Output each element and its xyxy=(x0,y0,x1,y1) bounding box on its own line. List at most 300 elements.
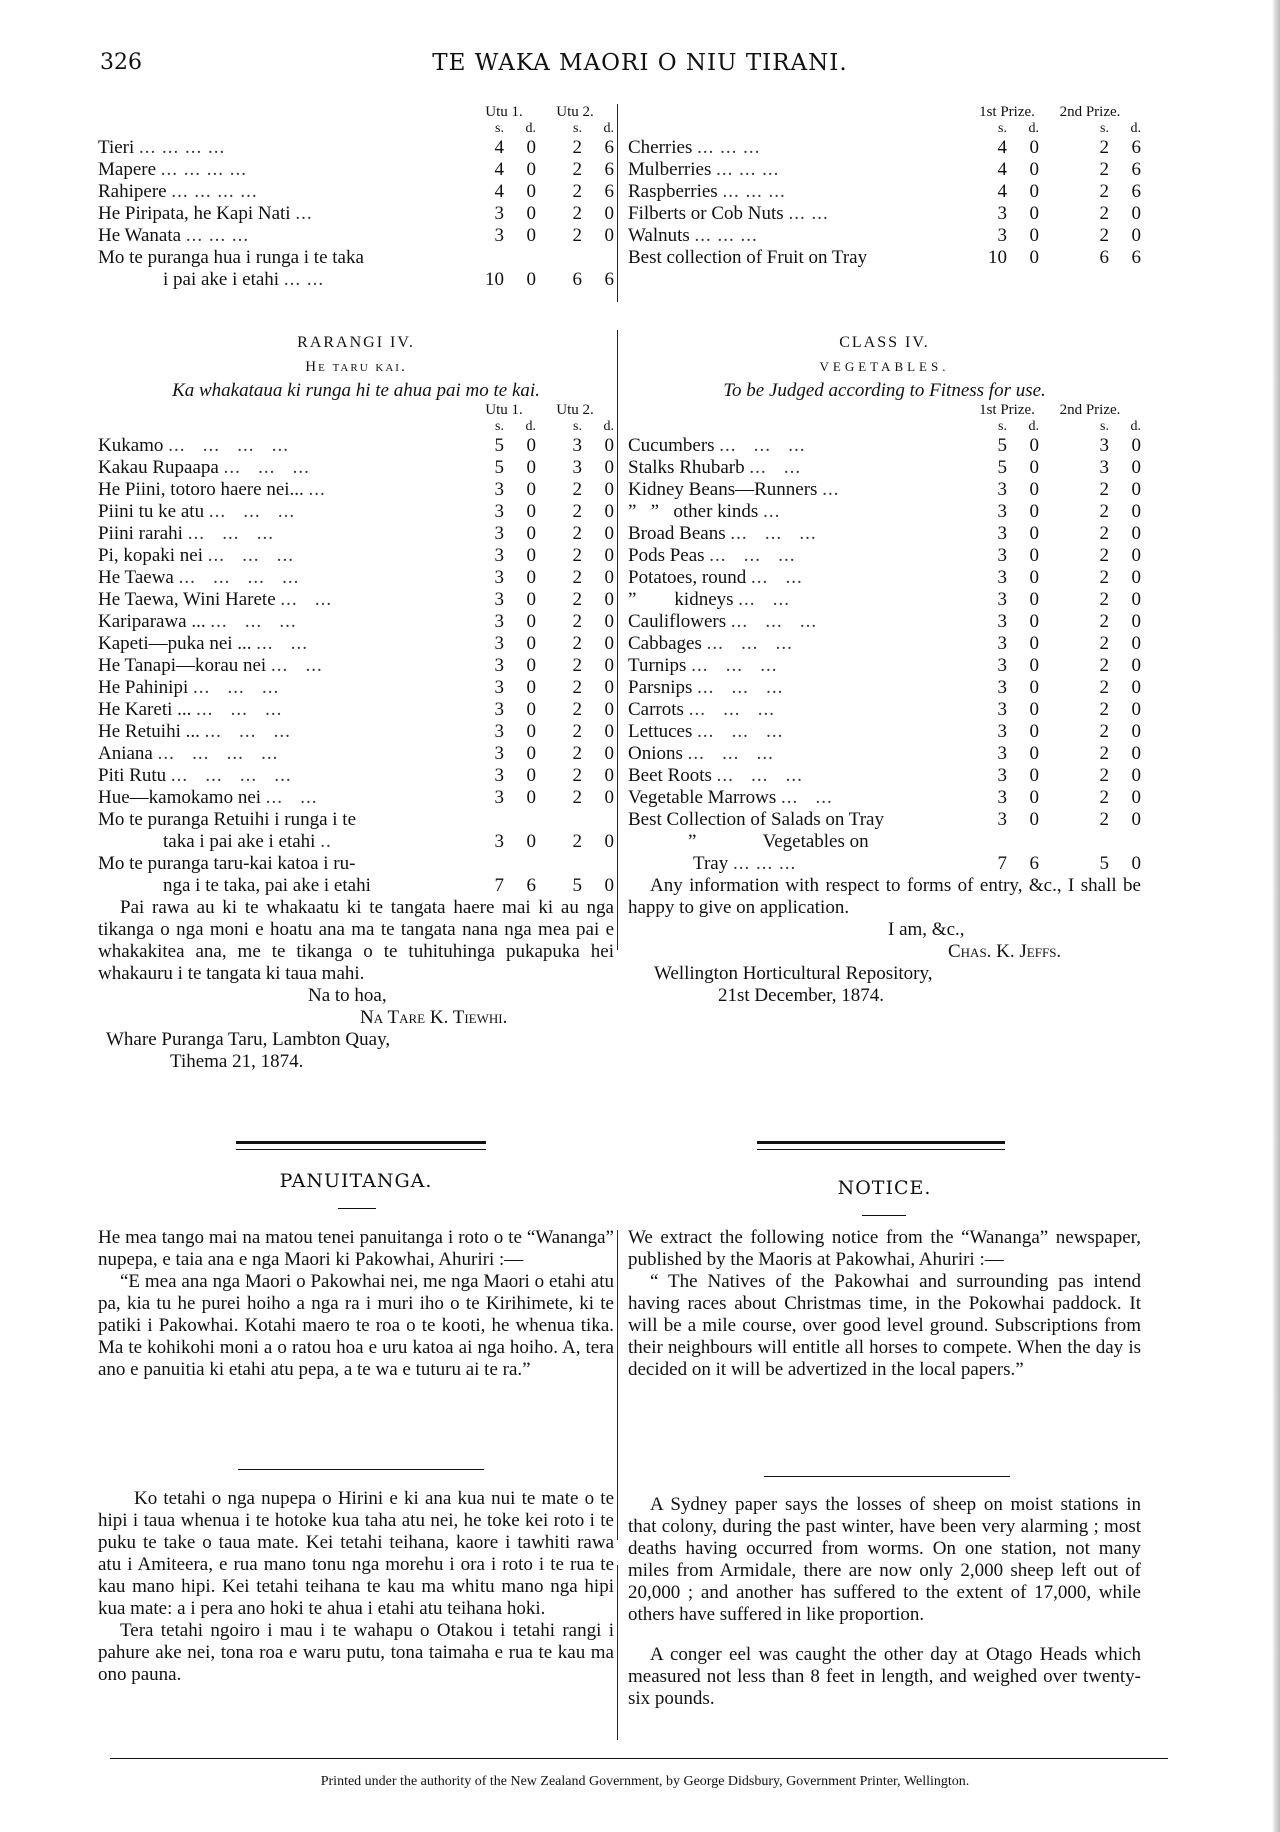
price: 0 xyxy=(526,567,536,588)
item-name: Mulberries xyxy=(628,159,712,180)
table-row xyxy=(628,479,1141,501)
price: 0 xyxy=(604,831,614,852)
article-paragraph: “E mea ana nga Maori o Pakowhai nei, me nga Maori o etahi atu pa, kia tu he purei hoiho a nga ra i muri iho o te Kirihimete, ki te patiki i Pakowhai. Kotahi maero te roa o te kooti, he whenua tika. Ma te kohikohi moni a o ratou hoa e uru katoa ai nga hoiho. A, tera ano e panuitia ki etahi atu pepa, a te wa e tuturu ai te ra.” xyxy=(98,1271,614,1380)
price: 2 xyxy=(572,137,582,158)
leader-dots: ... xyxy=(822,479,840,500)
table-row xyxy=(98,831,614,853)
price: 4 xyxy=(494,159,504,180)
item-name: Hue—kamokamo nei xyxy=(98,787,262,808)
price: 3 xyxy=(494,589,504,610)
price: 6 xyxy=(604,181,614,202)
price: 3 xyxy=(494,633,504,654)
price: 2 xyxy=(572,159,582,180)
price: 0 xyxy=(604,743,614,764)
price: 0 xyxy=(1131,699,1141,720)
item-name: He Piini, totoro haere nei... xyxy=(98,479,304,500)
price: 0 xyxy=(526,699,536,720)
price: 2 xyxy=(1099,203,1109,224)
price: 0 xyxy=(1029,457,1039,478)
col-head-1st-prize: 1st Prize. xyxy=(979,104,1035,120)
table-row xyxy=(628,765,1141,787)
price: 0 xyxy=(1029,203,1039,224)
price: 3 xyxy=(494,655,504,676)
price: 0 xyxy=(604,203,614,224)
item-name: He Pahinipi xyxy=(98,677,189,698)
price: 3 xyxy=(494,743,504,764)
price: 2 xyxy=(572,677,582,698)
page-number: 326 xyxy=(100,50,142,75)
table-row xyxy=(628,809,1141,831)
table-row xyxy=(628,203,1141,225)
leader-dots: ... ... ... xyxy=(697,137,761,158)
price: 2 xyxy=(572,765,582,786)
price: 4 xyxy=(494,137,504,158)
item-name: Best collection of Fruit on Tray xyxy=(628,247,868,268)
price: 6 xyxy=(572,269,582,290)
page-edge-shadow xyxy=(1272,0,1280,1832)
table-row xyxy=(628,159,1141,181)
table-row xyxy=(98,743,614,765)
price: 0 xyxy=(1131,457,1141,478)
unit-label: d. xyxy=(525,121,536,136)
price: 4 xyxy=(494,181,504,202)
price: 2 xyxy=(572,611,582,632)
panuitanga-article xyxy=(98,1227,614,1381)
table-row xyxy=(628,435,1141,457)
col-head-utu1: Utu 1. xyxy=(485,402,523,418)
table-row xyxy=(98,523,614,545)
price: 2 xyxy=(1099,159,1109,180)
leader-dots: ... ... xyxy=(788,203,829,224)
price: 6 xyxy=(526,875,536,896)
item-name: ” kidneys xyxy=(628,589,734,610)
price: 0 xyxy=(1029,479,1039,500)
short-rule xyxy=(338,1208,376,1209)
table-row xyxy=(98,655,614,677)
table-row xyxy=(628,589,1141,611)
unit-label: d. xyxy=(1028,419,1039,434)
price: 0 xyxy=(1029,523,1039,544)
price: 2 xyxy=(572,787,582,808)
price: 0 xyxy=(526,479,536,500)
table-row xyxy=(98,633,614,655)
price: 0 xyxy=(1029,809,1039,830)
leader-dots: ... xyxy=(763,501,781,522)
price: 0 xyxy=(526,523,536,544)
table-row xyxy=(628,853,1141,875)
price: 0 xyxy=(604,875,614,896)
item-name: He Taewa, Wini Harete xyxy=(98,589,276,610)
english-fruit-prize-table xyxy=(628,104,1141,269)
table-row xyxy=(98,765,614,787)
body-paragraph: Pai rawa au ki te whakaatu ki te tangata haere mai ki au nga tikanga o nga moni e hoatu ana ma te tangata nana nga mea pai e whakakitea ana, me te tikanga o te tuhituhinga pukapuka hei whakauru i te tangata ki taua mahi. xyxy=(98,897,614,984)
price: 10 xyxy=(988,247,1007,268)
table-row xyxy=(628,545,1141,567)
short-rule xyxy=(862,1215,906,1216)
price: 6 xyxy=(1131,137,1141,158)
price: 3 xyxy=(997,699,1007,720)
unit-label: d. xyxy=(1130,419,1141,434)
price: 3 xyxy=(494,203,504,224)
price: 0 xyxy=(526,743,536,764)
table-row xyxy=(628,501,1141,523)
price: 0 xyxy=(1029,137,1039,158)
item-name: Stalks Rhubarb xyxy=(628,457,745,478)
leader-dots: ... ... xyxy=(781,787,833,808)
leader-dots: ... ... ... xyxy=(187,523,274,544)
leader-dots: ... ... ... xyxy=(697,677,784,698)
price: 0 xyxy=(604,479,614,500)
table-row xyxy=(98,181,614,203)
closing: I am, &c., xyxy=(888,919,965,940)
price: 2 xyxy=(1099,589,1109,610)
section-subtitle: VEGETABLES. xyxy=(819,359,950,374)
item-name: Cucumbers xyxy=(628,435,715,456)
price: 0 xyxy=(1029,545,1039,566)
table-row xyxy=(628,137,1141,159)
price: 0 xyxy=(1131,611,1141,632)
price: 10 xyxy=(485,269,504,290)
price: 0 xyxy=(1029,699,1039,720)
col-head-utu1: Utu 1. xyxy=(485,104,523,120)
item-name: Vegetable Marrows xyxy=(628,787,777,808)
price: 3 xyxy=(997,633,1007,654)
section-title: CLASS IV. xyxy=(839,334,930,351)
item-name: Cauliflowers xyxy=(628,611,727,632)
item-name: Mapere xyxy=(98,159,157,180)
table-row xyxy=(628,633,1141,655)
body-paragraph: Any information with respect to forms of entry, &c., I shall be happy to give on application. xyxy=(628,875,1141,918)
item-name: Cherries xyxy=(628,137,693,158)
price: 0 xyxy=(526,435,536,456)
price: 3 xyxy=(997,523,1007,544)
unit-label: d. xyxy=(603,121,614,136)
price: 0 xyxy=(604,655,614,676)
price: 0 xyxy=(526,677,536,698)
item-name: Best Collection of Salads on Tray xyxy=(628,809,884,830)
price: 2 xyxy=(572,523,582,544)
price: 5 xyxy=(997,457,1007,478)
table-row xyxy=(98,479,614,501)
table-row xyxy=(628,181,1141,203)
price: 2 xyxy=(1099,699,1109,720)
table-row: Mo te puranga taru-kai katoa i ru- xyxy=(98,853,356,874)
item-name: He Tanapi—korau nei xyxy=(98,655,267,676)
table-row xyxy=(98,677,614,699)
item-name: Kukamo xyxy=(98,435,164,456)
leader-dots: ... ... ... xyxy=(691,655,778,676)
item-name: i pai ake i etahi xyxy=(163,269,280,290)
price: 2 xyxy=(572,225,582,246)
price: 0 xyxy=(526,159,536,180)
price: 3 xyxy=(997,479,1007,500)
price: 3 xyxy=(997,589,1007,610)
price: 3 xyxy=(494,765,504,786)
article-paragraph: We extract the following notice from the “Wananga” newspaper, published by the Maoris at Pakowhai, Ahuriri :— xyxy=(628,1227,1141,1270)
leader-dots: ... ... ... xyxy=(223,457,310,478)
price: 3 xyxy=(494,501,504,522)
price: 5 xyxy=(997,435,1007,456)
price: 0 xyxy=(604,225,614,246)
price: 4 xyxy=(997,159,1007,180)
price: 3 xyxy=(494,721,504,742)
leader-dots: ... ... ... ... xyxy=(170,765,292,786)
leader-dots: ... ... ... ... xyxy=(178,567,300,588)
price: 0 xyxy=(1029,225,1039,246)
leader-dots: ... ... ... xyxy=(208,501,296,522)
leader-dots: ... ... ... xyxy=(719,435,806,456)
address: Wellington Horticultural Repository, xyxy=(654,963,933,984)
leader-dots: ... ... ... xyxy=(730,523,817,544)
price: 0 xyxy=(526,831,536,852)
unit-label: s. xyxy=(998,121,1007,136)
price: 3 xyxy=(997,225,1007,246)
price: 2 xyxy=(1099,611,1109,632)
price: 0 xyxy=(1131,787,1141,808)
price: 0 xyxy=(604,677,614,698)
leader-dots: ... ... xyxy=(749,457,802,478)
price: 3 xyxy=(997,743,1007,764)
leader-dots: ... ... xyxy=(750,567,803,588)
col-head-utu2: Utu 2. xyxy=(556,402,594,418)
panuitanga-heading: PANUITANGA. xyxy=(279,1170,433,1192)
closing: Na to hoa, xyxy=(308,985,387,1006)
item-name: Beet Roots xyxy=(628,765,712,786)
item-name: Pods Peas xyxy=(628,545,705,566)
item-name: Filberts or Cob Nuts xyxy=(628,203,784,224)
leader-dots: ... xyxy=(308,479,326,500)
leader-dots: ... xyxy=(295,203,313,224)
unit-label: d. xyxy=(603,419,614,434)
price: 0 xyxy=(1131,589,1141,610)
unit-label: s. xyxy=(495,121,504,136)
price: 3 xyxy=(997,567,1007,588)
item-name: He Taewa xyxy=(98,567,174,588)
price: 2 xyxy=(1099,501,1109,522)
price: 0 xyxy=(604,523,614,544)
price: 0 xyxy=(1029,247,1039,268)
leader-dots: ... ... ... xyxy=(697,721,784,742)
price: 0 xyxy=(526,225,536,246)
price: 0 xyxy=(604,501,614,522)
price: 5 xyxy=(1099,853,1109,874)
table-row xyxy=(98,611,614,633)
item-name: Cabbages xyxy=(628,633,702,654)
table-row xyxy=(628,225,1141,247)
item-name: Aniana xyxy=(98,743,153,764)
price: 2 xyxy=(572,699,582,720)
price: 0 xyxy=(1131,523,1141,544)
leader-dots: ... ... ... ... xyxy=(157,743,279,764)
price: 0 xyxy=(1131,479,1141,500)
price: 5 xyxy=(494,435,504,456)
leader-dots: ... ... ... xyxy=(207,545,295,566)
table-row xyxy=(98,545,614,567)
price: 5 xyxy=(494,457,504,478)
maori-fruit-prize-table xyxy=(98,104,614,291)
news-paragraph: A Sydney paper says the losses of sheep on moist stations in that colony, during the past winter, have been very alarming ; most deaths having occurred from worms. On one station, not many miles from Armidale, there are now only 2,000 sheep left out of 20,000 ; and another has suffered to the extent of 17,000, while others have suffered in like proportion. xyxy=(628,1494,1141,1625)
leader-dots: ... ... ... xyxy=(688,699,775,720)
table-row xyxy=(628,787,1141,809)
item-name: Walnuts xyxy=(628,225,690,246)
price: 3 xyxy=(494,611,504,632)
price: 0 xyxy=(1029,765,1039,786)
item-name: ” ” other kinds xyxy=(628,501,759,522)
price: 3 xyxy=(494,479,504,500)
unit-label: d. xyxy=(525,419,536,434)
table-row xyxy=(628,743,1141,765)
item-name: Raspberries xyxy=(628,181,718,202)
section-subtitle: He taru kai. xyxy=(305,359,407,375)
date: 21st December, 1874. xyxy=(718,985,884,1006)
table-row xyxy=(628,523,1141,545)
unit-label: s. xyxy=(573,121,582,136)
leader-dots: ... ... ... xyxy=(722,181,786,202)
price: 0 xyxy=(604,545,614,566)
leader-dots: ... ... ... xyxy=(193,677,280,698)
section-rule xyxy=(764,1476,1010,1477)
table-row xyxy=(628,457,1141,479)
price: 0 xyxy=(1131,655,1141,676)
unit-label: d. xyxy=(1028,121,1039,136)
item-name: He Piripata, he Kapi Nati xyxy=(98,203,291,224)
leader-dots: ... ... xyxy=(280,589,333,610)
price: 0 xyxy=(1029,181,1039,202)
price: 4 xyxy=(997,181,1007,202)
signature: Chas. K. Jeffs. xyxy=(948,941,1062,962)
leader-dots: ... ... ... xyxy=(706,633,793,654)
price: 3 xyxy=(494,787,504,808)
price: 0 xyxy=(604,633,614,654)
price: 0 xyxy=(604,611,614,632)
price: 0 xyxy=(526,655,536,676)
item-name: Turnips xyxy=(628,655,687,676)
price: 0 xyxy=(604,765,614,786)
price: 0 xyxy=(604,787,614,808)
price: 0 xyxy=(1131,853,1141,874)
column-divider xyxy=(617,1565,618,1740)
price: 2 xyxy=(1099,633,1109,654)
price: 0 xyxy=(526,589,536,610)
item-name: Carrots xyxy=(628,699,684,720)
price: 6 xyxy=(604,159,614,180)
item-name: Lettuces xyxy=(628,721,693,742)
item-name: Rahipere xyxy=(98,181,167,202)
table-row xyxy=(98,787,614,809)
price: 0 xyxy=(526,137,536,158)
price: 0 xyxy=(526,611,536,632)
leader-dots: ... ... ... xyxy=(732,853,797,874)
price: 0 xyxy=(1029,721,1039,742)
leader-dots: .. xyxy=(320,831,332,852)
price: 6 xyxy=(1029,853,1039,874)
leader-dots: ... ... ... xyxy=(196,699,283,720)
price: 2 xyxy=(572,655,582,676)
price: 0 xyxy=(526,501,536,522)
leader-dots: ... ... ... xyxy=(204,721,291,742)
price: 3 xyxy=(494,523,504,544)
leader-dots: ... ... xyxy=(265,787,318,808)
price: 3 xyxy=(997,787,1007,808)
price: 2 xyxy=(572,501,582,522)
item-name: Tieri xyxy=(98,137,135,158)
item-name: Kakau Rupaapa xyxy=(98,457,219,478)
table-row xyxy=(628,699,1141,721)
price: 0 xyxy=(526,203,536,224)
price: 0 xyxy=(1029,677,1039,698)
footer-rule xyxy=(110,1758,1168,1759)
price: 3 xyxy=(494,677,504,698)
news-paragraph: A conger eel was caught the other day at Otago Heads which measured not less than 8 feet in length, and weighed over twenty-six pounds. xyxy=(628,1644,1141,1709)
price: 0 xyxy=(604,699,614,720)
price: 2 xyxy=(1099,137,1109,158)
price: 0 xyxy=(526,765,536,786)
table-row xyxy=(628,567,1141,589)
price: 3 xyxy=(572,435,582,456)
price: 0 xyxy=(526,545,536,566)
price: 0 xyxy=(526,269,536,290)
price: 3 xyxy=(997,677,1007,698)
table-row xyxy=(98,501,614,523)
col-head-utu2: Utu 2. xyxy=(556,104,594,120)
section-italic-note: To be Judged according to Fitness for use. xyxy=(723,380,1046,401)
price: 2 xyxy=(572,721,582,742)
section-title: RARANGI IV. xyxy=(297,334,415,351)
address: Whare Puranga Taru, Lambton Quay, xyxy=(106,1029,391,1050)
notice-article xyxy=(628,1227,1141,1381)
unit-label: s. xyxy=(573,419,582,434)
price: 3 xyxy=(997,545,1007,566)
price: 0 xyxy=(1029,589,1039,610)
price: 0 xyxy=(1131,721,1141,742)
price: 0 xyxy=(1131,435,1141,456)
price: 0 xyxy=(1029,501,1039,522)
notice-heading: NOTICE. xyxy=(837,1177,932,1199)
price: 3 xyxy=(572,457,582,478)
price: 0 xyxy=(1131,677,1141,698)
table-row xyxy=(628,655,1141,677)
price: 2 xyxy=(1099,655,1109,676)
column-divider xyxy=(617,330,618,950)
price: 0 xyxy=(526,721,536,742)
column-divider xyxy=(617,1230,618,1540)
price: 2 xyxy=(1099,567,1109,588)
table-row: Mo te puranga hua i runga i te taka xyxy=(98,247,364,268)
price: 0 xyxy=(1029,159,1039,180)
double-rule xyxy=(236,1141,486,1150)
leader-dots: ... ... xyxy=(270,655,323,676)
page-header xyxy=(100,50,1160,86)
price: 2 xyxy=(1099,765,1109,786)
col-head-2nd-prize: 2nd Prize. xyxy=(1059,104,1121,120)
leader-dots: ... ... ... xyxy=(730,611,818,632)
price: 3 xyxy=(494,831,504,852)
item-name: Piini rarahi xyxy=(98,523,183,544)
leader-dots: ... ... ... ... xyxy=(139,137,226,158)
item-name: Kariparawa ... xyxy=(98,611,206,632)
leader-dots: ... ... ... ... xyxy=(171,181,258,202)
item-name: Potatoes, round xyxy=(628,567,747,588)
col-head-2nd-prize: 2nd Prize. xyxy=(1059,402,1121,418)
price: 6 xyxy=(1099,247,1109,268)
price: 2 xyxy=(572,831,582,852)
price: 0 xyxy=(1029,567,1039,588)
maori-news-items xyxy=(98,1488,614,1686)
price: 0 xyxy=(1131,809,1141,830)
unit-label: s. xyxy=(1100,121,1109,136)
item-name: taka i pai ake i etahi xyxy=(163,831,316,852)
price: 3 xyxy=(997,655,1007,676)
